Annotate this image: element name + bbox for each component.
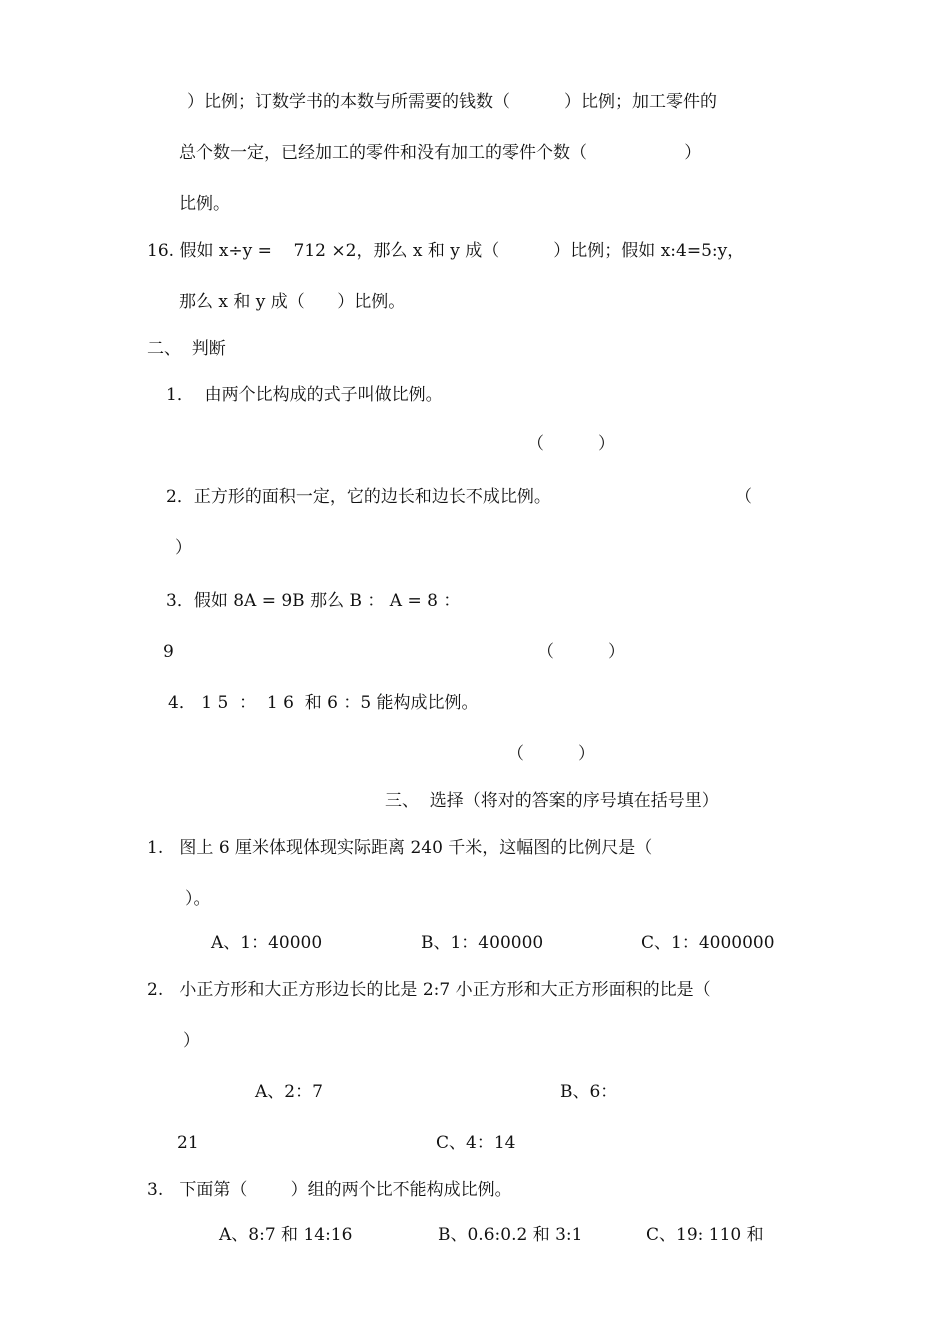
choice-q3: 3. 下面第（ ）组的两个比不能构成比例。 (147, 1180, 512, 1200)
text-line-q15-cont-3: 比例。 (179, 194, 230, 214)
choice-q2-option-b: B、6： (560, 1082, 618, 1102)
choice-q2-cont: ） (183, 1031, 200, 1051)
judge-q3-cont: 9 (163, 642, 174, 662)
choice-q1-option-a: A、1：40000 (211, 933, 323, 953)
choice-q2-option-c: C、4：14 (436, 1133, 516, 1153)
text-line-q15-cont-2: 总个数一定，已经加工的零件和没有加工的零件个数（ ） (179, 143, 702, 163)
choice-q2: 2. 小正方形和大正方形边长的比是 2:7 小正方形和大正方形面积的比是（ (147, 980, 711, 1000)
choice-q2-option-a: A、2：7 (255, 1082, 323, 1102)
judge-q3-answer-blank: （ ） (537, 642, 626, 662)
choice-q2-option-b-cont: 21 (177, 1133, 199, 1153)
judge-q2-close-paren: ） (175, 538, 192, 558)
judge-q4: 4． 1 5 ： 1 6 和 6 ：5 能构成比例。 (168, 693, 479, 713)
choice-q3-option-a: A、8:7 和 14:16 (219, 1225, 353, 1245)
section-heading-choice: 三、 选择（将对的答案的序号填在括号里） (385, 791, 719, 811)
choice-q1-option-c: C、1：4000000 (641, 933, 775, 953)
judge-q3: 3．假如 8A = 9B 那么 B ： A = 8 ： (166, 591, 461, 611)
choice-q1-option-b: B、1：400000 (421, 933, 544, 953)
text-line-q16: 16. 假如 x÷y = 712 ×2，那么 x 和 y 成（ ）比例；假如 x:4=5:y， (147, 241, 745, 261)
judge-q4-answer-blank: （ ） (507, 744, 596, 764)
judge-q2: 2．正方形的面积一定，它的边长和边长不成比例。 (166, 487, 551, 507)
choice-q1: 1. 图上 6 厘米体现体现实际距离 240 千米，这幅图的比例尺是（ (147, 838, 653, 858)
judge-q2-open-paren: （ (735, 487, 752, 507)
section-heading-judge: 二、 判断 (147, 339, 226, 359)
judge-q1: 1． 由两个比构成的式子叫做比例。 (166, 385, 443, 405)
choice-q3-option-c: C、19: 110 和 (646, 1225, 764, 1245)
choice-q1-cont: ）。 (185, 889, 211, 909)
text-line-q16-cont: 那么 x 和 y 成（ ）比例。 (179, 292, 406, 312)
judge-q1-answer-blank: （ ） (527, 434, 616, 454)
text-line-q15-cont-1: ）比例；订数学书的本数与所需要的钱数（ ）比例；加工零件的 (187, 92, 718, 112)
choice-q3-option-b: B、0.6:0.2 和 3:1 (438, 1225, 583, 1245)
